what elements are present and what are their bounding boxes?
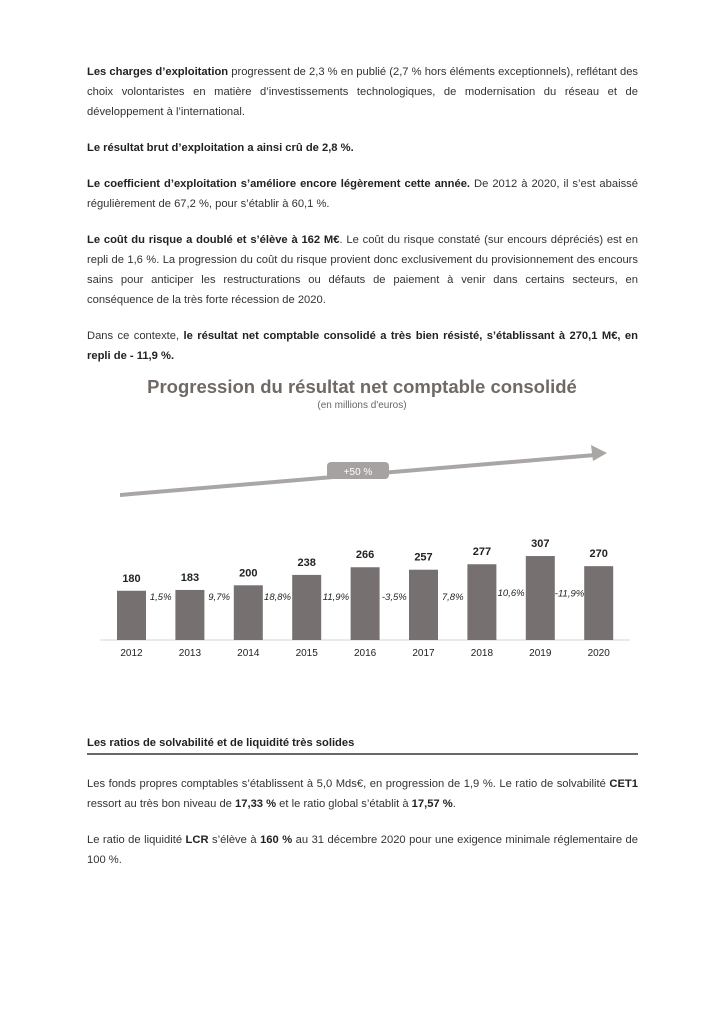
section-heading: Les ratios de solvabilité et de liquidité très solides: [87, 737, 638, 755]
x-tick-2017: 2017: [412, 648, 435, 659]
trend-label: +50 %: [343, 467, 373, 478]
paragraph-cost-of-risk: Le coût du risque a doublé et s’élève à 162 M€. Le coût du risque constaté (sur encours dépréciés) est en repli de 1,6 %. La progression du coût du risque provient donc exclusivement du provisionnement des encours sains pour anticiper les restructurations ou défauts de paiement à venir dans certains secteurs, en conséquence de la très forte récession de 2020.: [87, 234, 638, 306]
body-text: [87, 62, 638, 382]
bar-2014: [234, 585, 263, 640]
bar-2017: [409, 570, 438, 640]
x-tick-2012: 2012: [120, 648, 143, 659]
growth-label-2018: 7,8%: [441, 591, 464, 603]
paragraph-gross-operating-income: Le résultat brut d’exploitation a ainsi crû de 2,8 %.: [87, 142, 354, 154]
bar-2016: [351, 567, 380, 640]
value-label-2014: 200: [239, 567, 258, 580]
chart-subtitle: (en millions d'euros): [317, 400, 407, 411]
growth-label-2020: -11,9%: [554, 588, 585, 600]
x-tick-2019: 2019: [529, 648, 552, 659]
bar-2012: [117, 591, 146, 640]
x-tick-2018: 2018: [470, 648, 494, 659]
value-label-2015: 238: [297, 556, 316, 569]
value-label-2016: 266: [355, 549, 375, 562]
paragraph-solvency: Les fonds propres comptables s’établissent à 5,0 Mds€, en progression de 1,9 %. Le ratio de solvabilité CET1 ressort au très bon niveau de 17,33 % et le ratio global s’établit à 17,57 %.: [87, 778, 638, 810]
growth-label-2016: 11,9%: [322, 592, 350, 603]
growth-label-2017: -3,5%: [381, 592, 407, 603]
x-tick-2016: 2016: [353, 648, 377, 659]
growth-label-2014: 9,7%: [208, 592, 230, 603]
paragraph-cost-income-ratio: Le coefficient d’exploitation s’améliore encore légèrement cette année. De 2012 à 2020, il s’est abaissé régulièrement de 67,2 %, pour s’établir à 60,1 %.: [87, 178, 638, 210]
bar-2019: [526, 556, 555, 640]
value-label-2013: 183: [180, 571, 200, 584]
paragraph-net-income: Dans ce contexte, le résultat net comptable consolidé a très bien résisté, s’établissant à 270,1 M€, en repli de - 11,9 %.: [87, 330, 638, 362]
paragraph-liquidity: Le ratio de liquidité LCR s’élève à 160 % au 31 décembre 2020 pour une exigence minimale réglementaire de 100 %.: [87, 834, 639, 866]
bar-2020: [584, 566, 613, 640]
x-tick-2014: 2014: [237, 648, 260, 659]
x-tick-2013: 2013: [178, 648, 202, 659]
bar-2015: [292, 575, 321, 640]
paragraph-operating-costs: Les charges d’exploitation progressent de 2,3 % en publié (2,7 % hors éléments exceptionnels), reflétant des choix volontaristes en matière d’investissements technologiques, de modernisation du réseau et de développement à l’international.: [87, 66, 639, 118]
value-label-2020: 270: [589, 548, 608, 561]
growth-label-2015: 18,8%: [264, 592, 291, 603]
solvency-text: [87, 774, 638, 886]
value-label-2012: 180: [122, 572, 141, 585]
trend-arrow-head: [591, 445, 607, 461]
value-label-2018: 277: [472, 546, 492, 559]
bar-2018: [467, 564, 496, 640]
growth-label-2019: 10,6%: [497, 588, 525, 600]
net-income-bar-chart: [95, 430, 635, 665]
x-tick-2015: 2015: [295, 648, 318, 659]
value-label-2019: 307: [531, 538, 550, 551]
x-tick-2020: 2020: [587, 648, 610, 659]
bar-2013: [175, 590, 204, 640]
growth-label-2013: 1,5%: [149, 592, 172, 603]
chart-title: Progression du résultat net comptable consolidé: [147, 376, 577, 397]
value-label-2017: 257: [414, 551, 433, 564]
